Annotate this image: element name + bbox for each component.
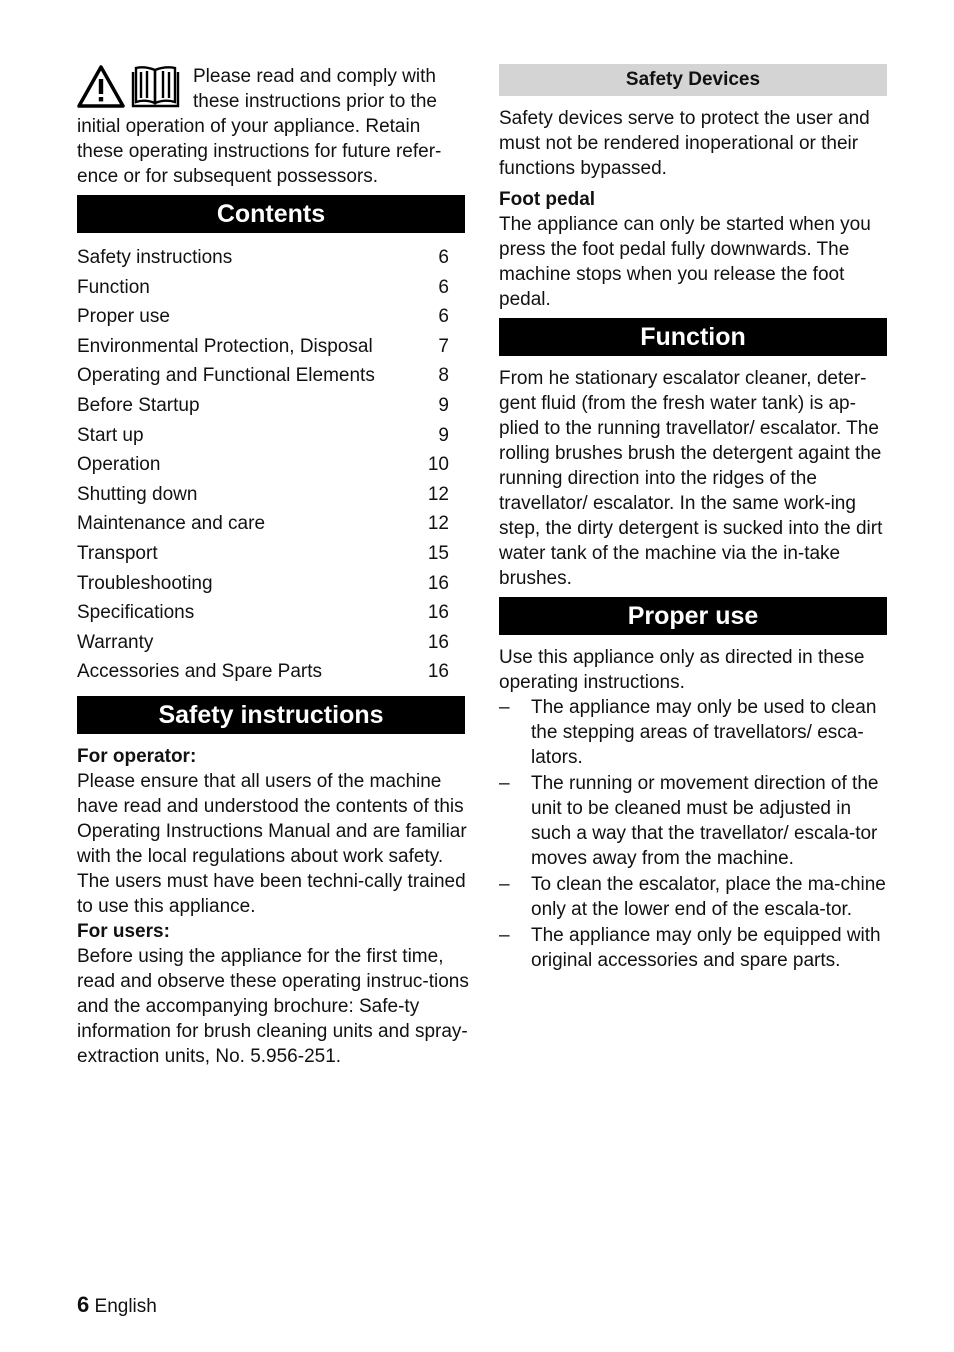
dash-bullet: – <box>499 697 510 718</box>
intro-block <box>77 64 469 189</box>
proper-use-list <box>499 695 891 973</box>
toc-label: Shutting down <box>77 483 198 505</box>
toc-page-number: 8 <box>438 365 449 387</box>
list-item <box>499 923 891 973</box>
toc-row <box>77 243 449 273</box>
toc-label: Start up <box>77 424 144 446</box>
language-label: English <box>94 1296 157 1317</box>
dash-bullet: – <box>499 874 510 895</box>
warning-triangle-icon <box>79 67 123 106</box>
toc-row <box>77 450 449 480</box>
proper-use-intro: Use this appliance only as directed in these operating instructions. <box>499 647 865 693</box>
toc-page-number: 16 <box>427 661 449 683</box>
intro-text: Please read and comply with these instructions prior to the initial operation of your appliance. Retain these operating instructions for future refer-ence or for subsequent possessors. <box>77 66 442 187</box>
dash-bullet: – <box>499 773 510 794</box>
page-number: 6 <box>77 1292 90 1317</box>
users-text: Before using the appliance for the first time, read and observe these operating instruc-tions and the accompanying brochure: Safe-ty information for brush cleaning units and spray-extraction units, No. 5.956-251. <box>77 945 469 1067</box>
table-of-contents <box>77 243 469 687</box>
operator-subheading: For operator: <box>77 745 197 767</box>
toc-row <box>77 480 449 510</box>
toc-label: Operation <box>77 454 161 476</box>
operator-text: Please ensure that all users of the machine have read and understood the contents of this Operating Instructions Manual and are familiar with the local regulations about work safety. The users must have been techni-cally trained to use this appliance. <box>77 770 467 917</box>
foot-pedal-text: The appliance can only be started when you press the foot pedal fully downwards. The machine stops when you release the foot pedal. <box>499 214 871 310</box>
toc-page-number: 16 <box>427 602 449 624</box>
manual-book-icon <box>133 67 178 106</box>
toc-row <box>77 657 449 687</box>
list-item-text: The running or movement direction of the unit to be cleaned must be adjusted in such a way that the travellator/ escala-tor moves away from the machine. <box>531 773 879 869</box>
toc-page-number: 9 <box>438 394 449 416</box>
toc-label: Function <box>77 276 150 298</box>
left-column <box>77 64 469 1069</box>
toc-label: Troubleshooting <box>77 572 213 594</box>
toc-row <box>77 569 449 599</box>
toc-label: Transport <box>77 542 158 564</box>
toc-label: Environmental Protection, Disposal <box>77 335 373 357</box>
toc-page-number: 6 <box>438 247 449 268</box>
toc-page-number: 6 <box>438 276 449 298</box>
toc-row <box>77 598 449 628</box>
toc-page-number: 6 <box>438 306 449 328</box>
toc-page-number: 12 <box>427 483 449 505</box>
intro-icons <box>77 64 185 110</box>
toc-label: Accessories and Spare Parts <box>77 661 323 683</box>
list-item <box>499 771 891 871</box>
safety-devices-heading: Safety Devices <box>499 64 887 96</box>
toc-label: Proper use <box>77 306 170 328</box>
toc-page-number: 15 <box>427 542 449 564</box>
list-item-text: The appliance may only be used to clean the stepping areas of travellators/ esca-lators. <box>531 697 877 768</box>
toc-page-number: 10 <box>427 454 449 476</box>
foot-pedal-subheading: Foot pedal <box>499 189 596 210</box>
contents-heading: Contents <box>77 195 465 233</box>
list-item <box>499 695 891 770</box>
toc-page-number: 16 <box>427 572 449 594</box>
toc-row <box>77 391 449 421</box>
page-footer <box>77 1292 157 1319</box>
dash-bullet: – <box>499 925 510 946</box>
toc-row <box>77 273 449 303</box>
safety-devices-text: Safety devices serve to protect the user and must not be rendered inoperational or their functions bypassed. <box>499 108 870 179</box>
toc-label: Warranty <box>77 631 154 653</box>
toc-row <box>77 361 449 391</box>
list-item-text: To clean the escalator, place the ma-chine only at the lower end of the escala-tor. <box>531 874 886 920</box>
toc-label: Maintenance and care <box>77 513 266 535</box>
list-item <box>499 872 891 922</box>
toc-page-number: 9 <box>438 424 449 446</box>
toc-row <box>77 628 449 658</box>
toc-row <box>77 332 449 362</box>
toc-page-number: 16 <box>427 631 449 653</box>
proper-use-heading: Proper use <box>499 597 887 635</box>
function-text: From he stationary escalator cleaner, deter-gent fluid (from the fresh water tank) is ap-plied to the running travellator/ escalator. The rolling brushes brush the detergent againt the running direction into the ridges of the travellator/ escalator. In the same work-ing step, the dirty detergent is sucked into the dirt water tank of the machine via the in-take brushes. <box>499 368 883 589</box>
list-item-text: The appliance may only be equipped with original accessories and spare parts. <box>531 925 881 971</box>
toc-page-number: 7 <box>438 335 449 357</box>
safety-instructions-heading: Safety instructions <box>77 696 465 734</box>
toc-label: Specifications <box>77 602 195 624</box>
toc-page-number: 12 <box>427 513 449 535</box>
toc-row <box>77 421 449 451</box>
users-subheading: For users: <box>77 920 170 942</box>
toc-row <box>77 509 449 539</box>
function-heading: Function <box>499 318 887 356</box>
toc-label: Operating and Functional Elements <box>77 365 375 387</box>
toc-row <box>77 539 449 569</box>
right-column <box>499 64 891 974</box>
toc-label: Before Startup <box>77 394 200 416</box>
toc-label: Safety instructions <box>77 247 233 268</box>
toc-row <box>77 302 449 332</box>
